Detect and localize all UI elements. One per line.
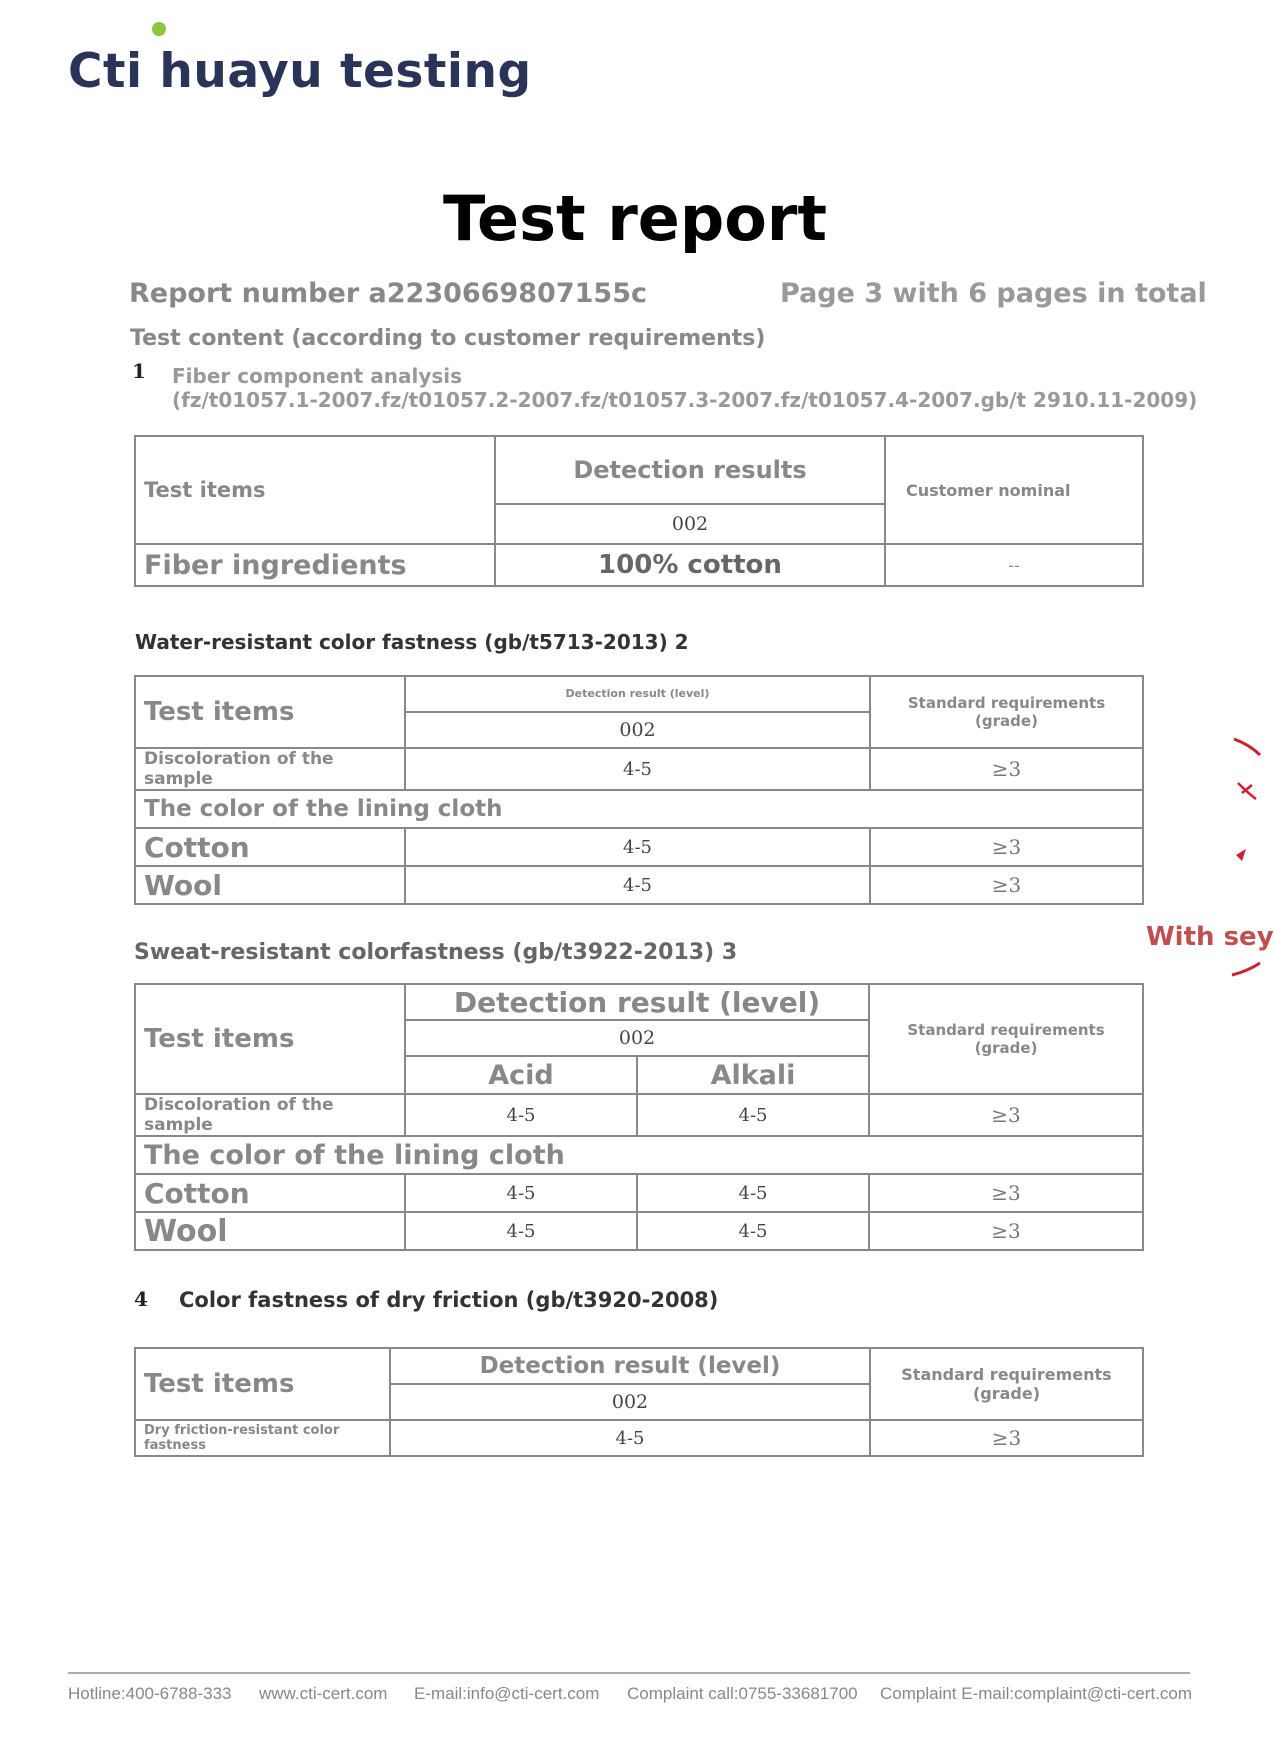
content-header: Test content (according to customer requirements) bbox=[130, 326, 766, 351]
section4-title: Color fastness of dry friction (gb/t3920-2008) bbox=[179, 1288, 719, 1312]
row-value: 100% cotton bbox=[495, 544, 885, 586]
sample-id: 002 bbox=[390, 1384, 870, 1420]
row-value: 4-5 bbox=[390, 1420, 870, 1456]
wool-alkali: 4-5 bbox=[637, 1212, 869, 1250]
col-standard: Standard requirements (grade) bbox=[869, 984, 1143, 1094]
col-standard: Standard requirements (grade) bbox=[870, 1348, 1143, 1420]
cotton-label: Cotton bbox=[135, 1174, 405, 1212]
cotton-label: Cotton bbox=[135, 828, 405, 866]
discoloration-label: Discoloration of the sample bbox=[135, 1094, 405, 1136]
cotton-alkali: 4-5 bbox=[637, 1174, 869, 1212]
cotton-acid: 4-5 bbox=[405, 1174, 637, 1212]
sample-id: 002 bbox=[405, 712, 870, 748]
row-std: ≥3 bbox=[870, 1420, 1143, 1456]
footer-hotline: Hotline:400-6788-333 bbox=[68, 1684, 232, 1703]
stamp-text: With sey bbox=[1146, 922, 1274, 952]
col-detection-result: Detection result (level) bbox=[405, 984, 869, 1020]
discoloration-label: Discoloration of the sample bbox=[135, 748, 405, 790]
footer-website[interactable]: www.cti-cert.com bbox=[259, 1684, 388, 1703]
cotton-value: 4-5 bbox=[405, 828, 870, 866]
col-test-items: Test items bbox=[135, 984, 405, 1094]
row-label: Fiber ingredients bbox=[135, 544, 495, 586]
col-detection-result: Detection result (level) bbox=[405, 676, 870, 712]
section2-title: Water-resistant color fastness (gb/t5713-2013) 2 bbox=[135, 630, 689, 654]
fiber-table bbox=[134, 435, 1144, 587]
col-test-items: Test items bbox=[135, 676, 405, 748]
discoloration-alkali: 4-5 bbox=[637, 1094, 869, 1136]
lining-label: The color of the lining cloth bbox=[135, 1136, 1143, 1174]
sample-id: 002 bbox=[495, 504, 885, 544]
section1-standards: (fz/t01057.1-2007.fz/t01057.2-2007.fz/t01057.3-2007.fz/t01057.4-2007.gb/t 2910.11-2009) bbox=[172, 388, 1198, 412]
report-number: Report number a2230669807155c bbox=[129, 278, 647, 309]
col-alkali: Alkali bbox=[637, 1056, 869, 1094]
discoloration-acid: 4-5 bbox=[405, 1094, 637, 1136]
footer-divider bbox=[68, 1672, 1190, 1674]
section1-title-block bbox=[172, 364, 1197, 412]
logo-dot-icon bbox=[152, 22, 166, 36]
section3-title: Sweat-resistant colorfastness (gb/t3922-2013) 3 bbox=[134, 940, 738, 965]
dry-friction-table bbox=[134, 1347, 1144, 1457]
wool-label: Wool bbox=[135, 866, 405, 904]
section1-number: 1 bbox=[132, 359, 146, 383]
wool-value: 4-5 bbox=[405, 866, 870, 904]
wool-std: ≥3 bbox=[869, 1212, 1143, 1250]
col-detection-result: Detection result (level) bbox=[390, 1348, 870, 1384]
col-customer-nominal: Customer nominal bbox=[885, 436, 1143, 544]
footer-email[interactable]: E-mail:info@cti-cert.com bbox=[414, 1684, 600, 1703]
sweat-fastness-table bbox=[134, 983, 1144, 1251]
col-standard: Standard requirements (grade) bbox=[870, 676, 1143, 748]
footer-complaint-email[interactable]: Complaint E-mail:complaint@cti-cert.com bbox=[880, 1684, 1193, 1703]
cotton-std: ≥3 bbox=[869, 1174, 1143, 1212]
water-fastness-table bbox=[134, 675, 1144, 905]
sample-id: 002 bbox=[405, 1020, 869, 1056]
col-acid: Acid bbox=[405, 1056, 637, 1094]
col-detection-results: Detection results bbox=[495, 436, 885, 504]
page-title: Test report bbox=[442, 182, 828, 255]
section4-number: 4 bbox=[134, 1287, 148, 1311]
wool-std: ≥3 bbox=[870, 866, 1143, 904]
cotton-std: ≥3 bbox=[870, 828, 1143, 866]
col-test-items: Test items bbox=[135, 436, 495, 544]
lining-label: The color of the lining cloth bbox=[135, 790, 1143, 828]
discoloration-std: ≥3 bbox=[869, 1094, 1143, 1136]
brand-logo: Cti huayu testing bbox=[68, 44, 532, 99]
page-info: Page 3 with 6 pages in total bbox=[780, 278, 1207, 309]
row-label: Dry friction-resistant color fastness bbox=[135, 1420, 390, 1456]
discoloration-std: ≥3 bbox=[870, 748, 1143, 790]
row-nominal: -- bbox=[885, 544, 1143, 586]
section1-title: Fiber component analysis bbox=[172, 364, 463, 388]
wool-acid: 4-5 bbox=[405, 1212, 637, 1250]
footer-complaint-call: Complaint call:0755-33681700 bbox=[627, 1684, 858, 1703]
wool-label: Wool bbox=[135, 1212, 405, 1250]
discoloration-value: 4-5 bbox=[405, 748, 870, 790]
col-test-items: Test items bbox=[135, 1348, 390, 1420]
